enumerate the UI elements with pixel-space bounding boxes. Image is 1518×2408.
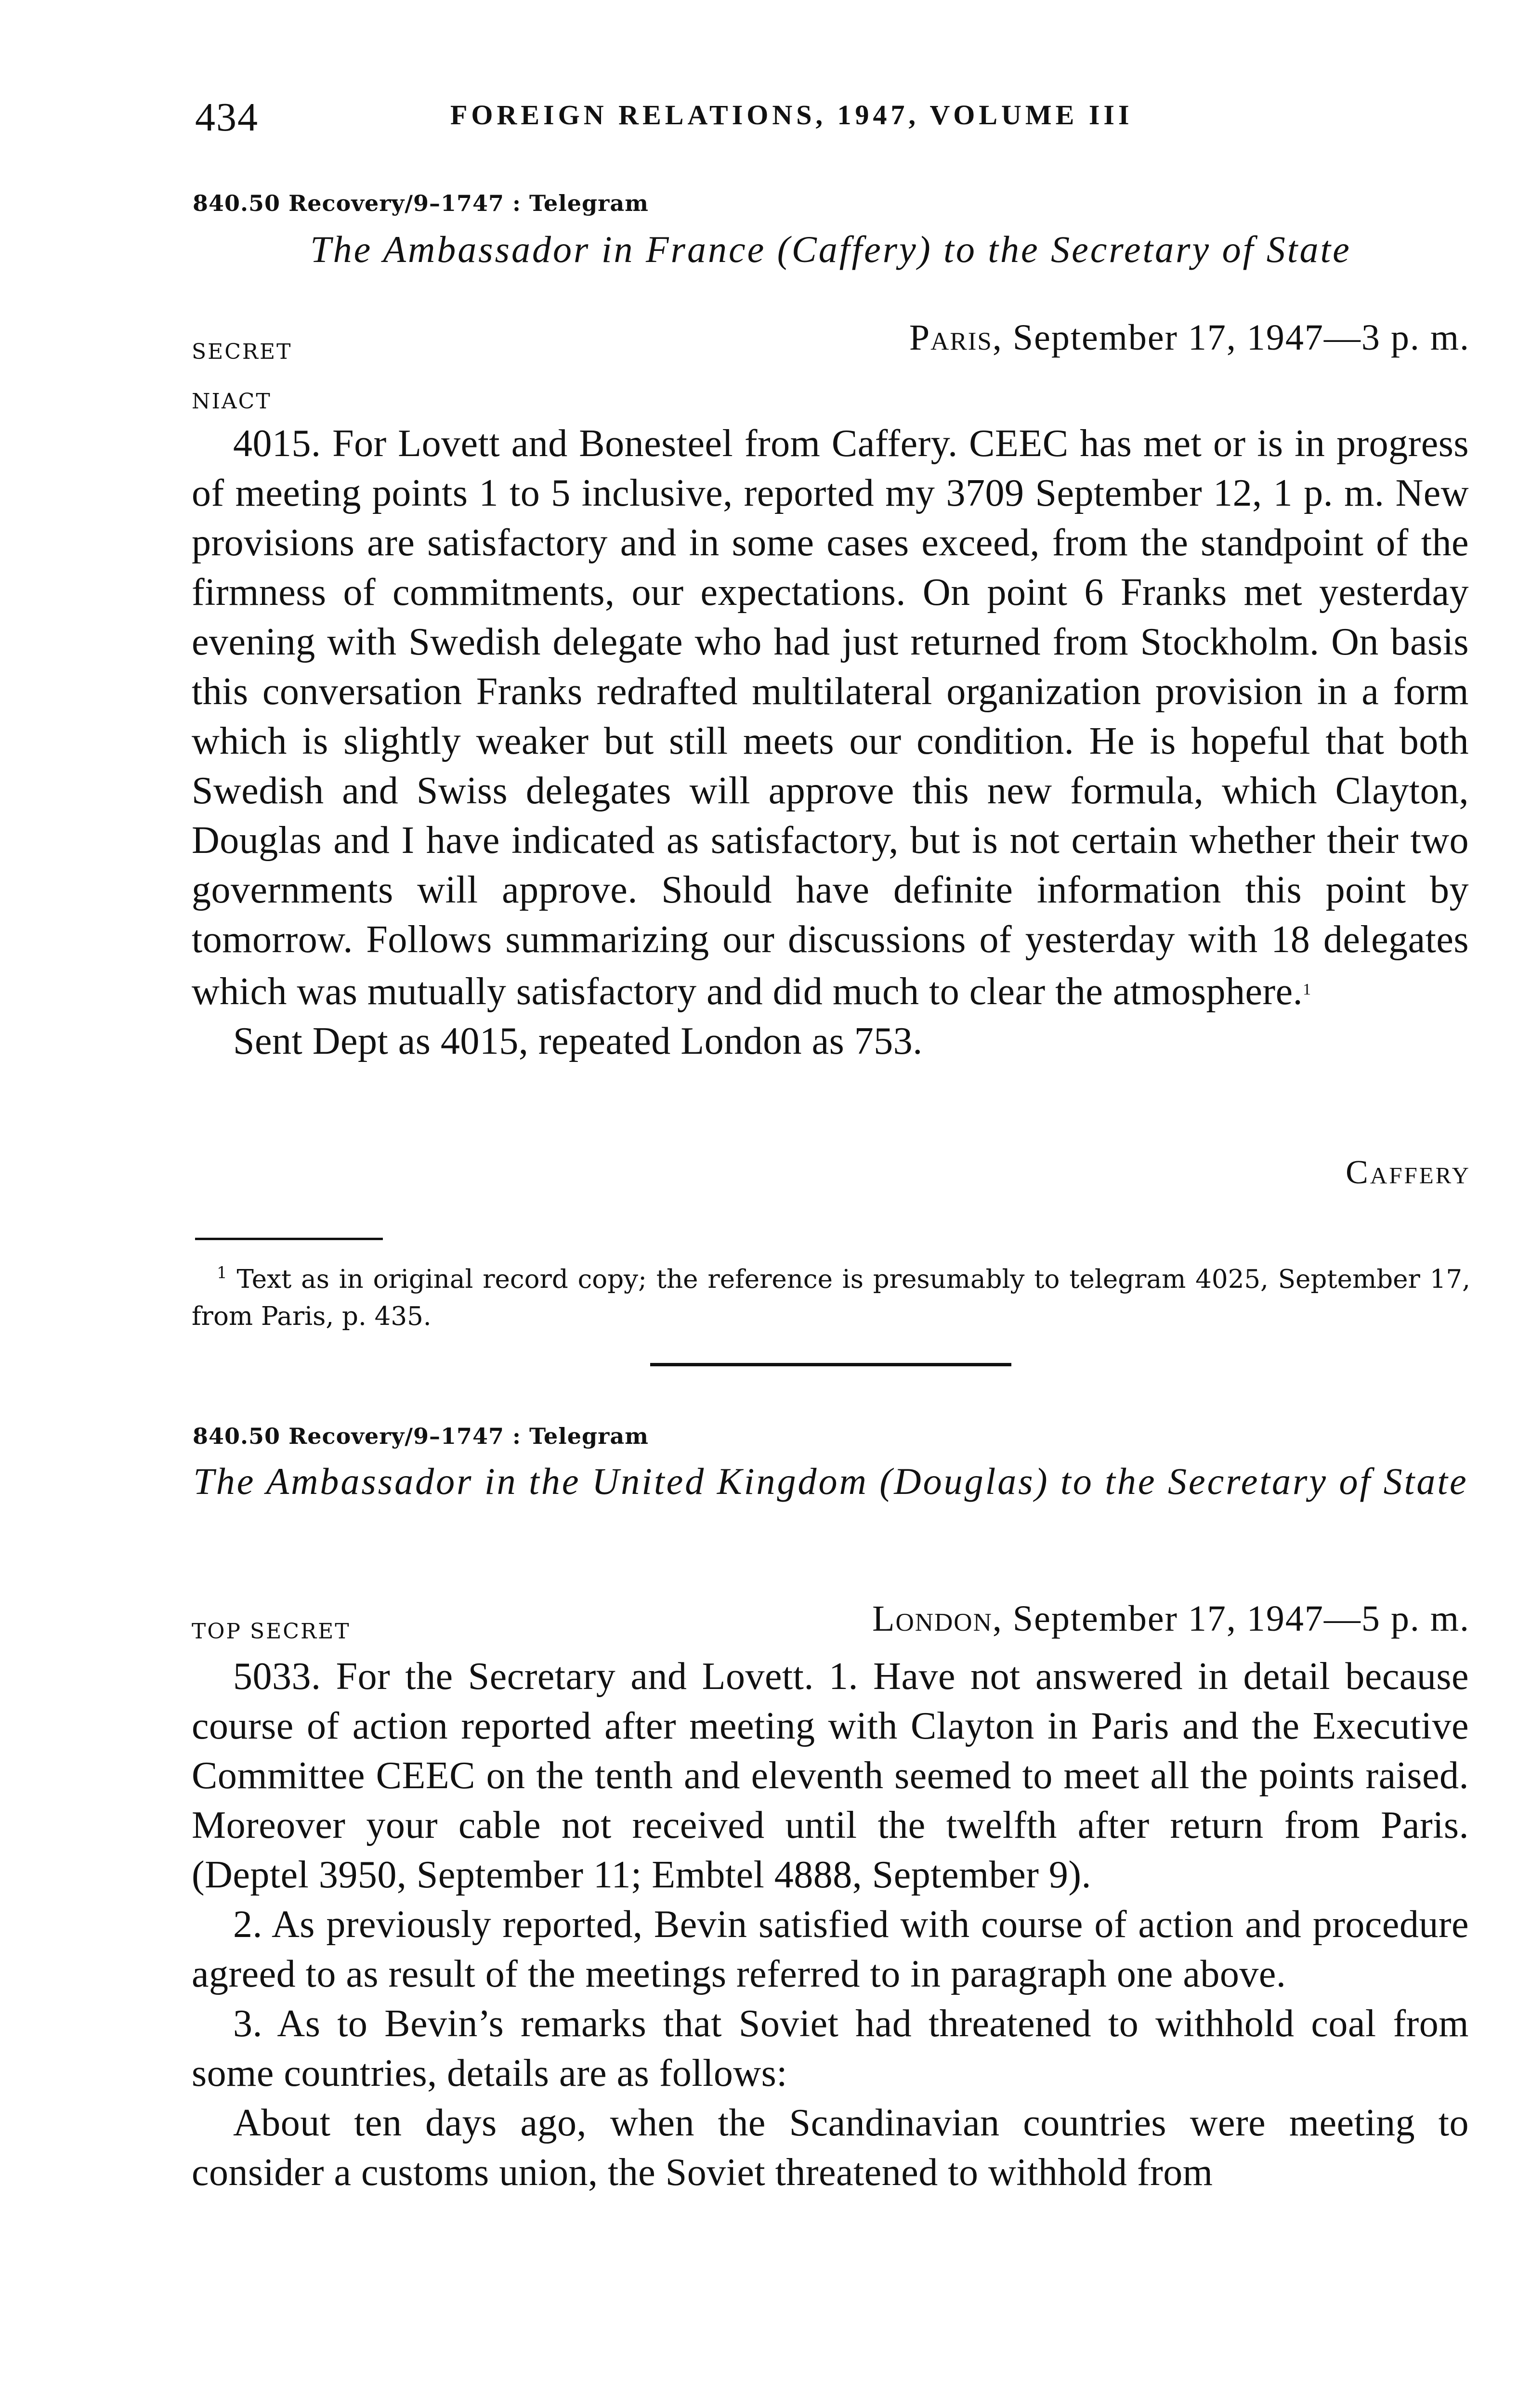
dateline-city: London xyxy=(872,1598,993,1639)
footnote-reference[interactable]: 1 xyxy=(1303,981,1311,998)
document-separator xyxy=(650,1363,1011,1366)
body-paragraph: 5033. For the Secretary and Lovett. 1. Have not answered in detail because course of action reported after meeting with Clayton in Paris and the Executive Committee CEEC on the tenth and eleventh seemed to meet all the points raised. Moreover your cable not received until the twelfth after return from Paris. (Deptel 3950, September 11; Embtel 4888, September 9). xyxy=(192,1655,1469,1896)
classification-mark: SECRET xyxy=(192,340,292,364)
dateline-city: Paris xyxy=(909,317,993,358)
page-header xyxy=(195,94,1495,147)
body-paragraph: Sent Dept as 4015, repeated London as 753. xyxy=(233,1020,923,1062)
doc-file-number: 840.50 Recovery/9–1747 : Telegram xyxy=(193,1423,649,1449)
footnote xyxy=(192,1255,1470,1335)
doc-heading: The Ambassador in the United Kingdom (Douglas) to the Secretary of State xyxy=(193,1460,1468,1502)
dateline xyxy=(872,1598,1470,1640)
page-number: 434 xyxy=(195,95,259,140)
dateline-date: , September 17, 1947—5 p. m. xyxy=(992,1598,1470,1639)
dateline-date: , September 17, 1947—3 p. m. xyxy=(992,317,1470,358)
body-paragraph: 3. As to Bevin’s remarks that Soviet had threatened to withhold coal from some countries, details are as follows: xyxy=(192,2002,1469,2094)
body-paragraph: About ten days ago, when the Scandinavian countries were meeting to consider a customs union, the Soviet threatened to withhold from xyxy=(192,2102,1469,2194)
footnote-marker: 1 xyxy=(217,1263,227,1283)
running-title: FOREIGN RELATIONS, 1947, VOLUME III xyxy=(450,99,1133,131)
dateline xyxy=(909,317,1470,359)
signature: Caffery xyxy=(1346,1154,1471,1191)
footnote-text: Text as in original record copy; the reference is presumably to telegram 4025, September 17, from Paris, p. 435. xyxy=(192,1265,1470,1331)
body-paragraph: 2. As previously reported, Bevin satisfied with course of action and procedure agreed to as result of the meetings referred to in paragraph one above. xyxy=(192,1903,1469,1995)
doc-heading: The Ambassador in France (Caffery) to the Secretary of State xyxy=(310,228,1351,270)
body-paragraph: 4015. For Lovett and Bonesteel from Caffery. CEEC has met or is in progress of meeting points 1 to 5 inclusive, reported my 3709 September 12, 1 p. m. New provisions are satisfactory and in some cases exceed, from the standpoint of the firmness of commitments, our expectations. On point 6 Franks met yesterday evening with Swedish delegate who had just returned from Stockholm. On basis this conversation Franks redrafted multilateral organization provision in a form which is slightly weaker but still meets our condition. He is hopeful that both Swedish and Swiss delegates will approve this new formula, which Clayton, Douglas and I have indicated as satisfactory, but is not certain whether their two governments will approve. Should have definite information this point by tomorrow. Follows summarizing our discussions of yesterday with 18 delegates which was mutually satisfactory and did much to clear the atmosphere.$^1$ xyxy=(192,422,1469,1013)
routing-mark: NIACT xyxy=(192,389,272,414)
footnote-rule xyxy=(195,1238,383,1240)
telegram-body xyxy=(192,419,1469,1066)
classification-mark: TOP SECRET xyxy=(192,1619,351,1644)
telegram-body xyxy=(192,1652,1469,2198)
doc-file-number: 840.50 Recovery/9–1747 : Telegram xyxy=(193,190,649,216)
